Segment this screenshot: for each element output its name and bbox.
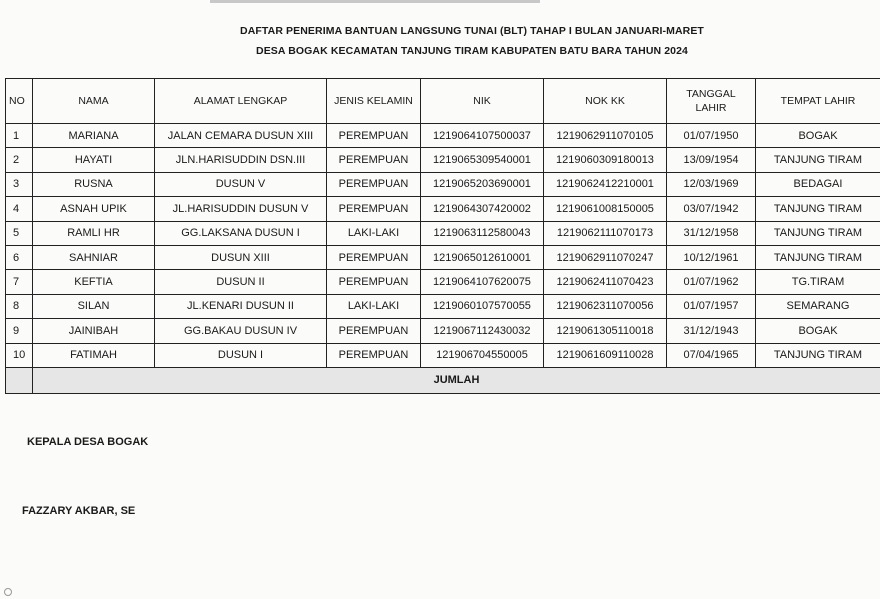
jumlah-row — [6, 367, 880, 393]
cell-tanggal-lahir: 01/07/1962 — [667, 270, 756, 294]
cell-alamat: JL.HARISUDDIN DUSUN V — [155, 197, 327, 221]
cell-jenis-kelamin: PEREMPUAN — [327, 148, 421, 172]
document-title: DAFTAR PENERIMA BANTUAN LANGSUNG TUNAI (BLT) TAHAP I BULAN JANUARI-MARET — [240, 25, 704, 37]
cell-alamat: GG.BAKAU DUSUN IV — [155, 319, 327, 343]
cell-no: 1 — [6, 124, 33, 148]
cell-tempat-lahir: TANJUNG TIRAM — [756, 148, 880, 172]
top-edge-shadow — [210, 0, 540, 3]
scanner-watermark — [4, 588, 14, 596]
header-alamat: ALAMAT LENGKAP — [155, 79, 327, 124]
cell-tanggal-lahir: 31/12/1943 — [667, 319, 756, 343]
table-row — [6, 294, 880, 318]
cell-tanggal-lahir: 10/12/1961 — [667, 245, 756, 269]
cell-no: 4 — [6, 197, 33, 221]
cell-nama: SILAN — [33, 294, 155, 318]
cell-tempat-lahir: TG.TIRAM — [756, 270, 880, 294]
table-row — [6, 124, 880, 148]
cell-tempat-lahir: TANJUNG TIRAM — [756, 197, 880, 221]
cell-nama: KEFTIA — [33, 270, 155, 294]
cell-jenis-kelamin: LAKI-LAKI — [327, 294, 421, 318]
signature-name: FAZZARY AKBAR, SE — [22, 505, 136, 517]
header-nama: NAMA — [33, 79, 155, 124]
cell-nama: HAYATI — [33, 148, 155, 172]
cell-alamat: JL.KENARI DUSUN II — [155, 294, 327, 318]
cell-nama: RAMLI HR — [33, 221, 155, 245]
cell-jenis-kelamin: PEREMPUAN — [327, 197, 421, 221]
cell-tanggal-lahir: 01/07/1957 — [667, 294, 756, 318]
cell-nok-kk: 1219061609110028 — [544, 343, 667, 367]
cell-jenis-kelamin: PEREMPUAN — [327, 124, 421, 148]
cell-nok-kk: 1219062911070247 — [544, 245, 667, 269]
cell-alamat: DUSUN II — [155, 270, 327, 294]
jumlah-gap-cell — [6, 367, 33, 393]
cell-alamat: DUSUN I — [155, 343, 327, 367]
table-header-row — [6, 79, 880, 124]
cell-no: 8 — [6, 294, 33, 318]
signature-position: KEPALA DESA BOGAK — [27, 436, 149, 448]
cell-jenis-kelamin: PEREMPUAN — [327, 270, 421, 294]
cell-jenis-kelamin: PEREMPUAN — [327, 319, 421, 343]
cell-nik: 1219067112430032 — [421, 319, 544, 343]
table-row — [6, 197, 880, 221]
cell-no: 3 — [6, 172, 33, 196]
cell-alamat: JALAN CEMARA DUSUN XIII — [155, 124, 327, 148]
cell-tanggal-lahir: 01/07/1950 — [667, 124, 756, 148]
cell-jenis-kelamin: PEREMPUAN — [327, 245, 421, 269]
cell-jenis-kelamin: PEREMPUAN — [327, 172, 421, 196]
cell-tanggal-lahir: 31/12/1958 — [667, 221, 756, 245]
header-nik: NIK — [421, 79, 544, 124]
document-subtitle: DESA BOGAK KECAMATAN TANJUNG TIRAM KABUPATEN BATU BARA TAHUN 2024 — [256, 45, 688, 57]
cell-no: 5 — [6, 221, 33, 245]
cell-nik: 1219064107620075 — [421, 270, 544, 294]
cell-tempat-lahir: TANJUNG TIRAM — [756, 343, 880, 367]
table-body — [6, 124, 880, 368]
cell-alamat: DUSUN V — [155, 172, 327, 196]
cell-no: 10 — [6, 343, 33, 367]
cell-nok-kk: 1219062412210001 — [544, 172, 667, 196]
table-row — [6, 343, 880, 367]
jumlah-label: JUMLAH — [33, 367, 880, 393]
table-row — [6, 221, 880, 245]
cell-tanggal-lahir: 12/03/1969 — [667, 172, 756, 196]
cell-nik: 1219065012610001 — [421, 245, 544, 269]
cell-no: 2 — [6, 148, 33, 172]
cell-no: 9 — [6, 319, 33, 343]
cell-tempat-lahir: BOGAK — [756, 124, 880, 148]
cell-nama: FATIMAH — [33, 343, 155, 367]
cell-nik: 1219060107570055 — [421, 294, 544, 318]
cell-no: 6 — [6, 245, 33, 269]
cell-nok-kk: 1219060309180013 — [544, 148, 667, 172]
header-nok-kk: NOK KK — [544, 79, 667, 124]
header-tanggal-line1: TANGGAL — [686, 88, 736, 100]
watermark-icon — [4, 588, 12, 596]
cell-tempat-lahir: TANJUNG TIRAM — [756, 245, 880, 269]
cell-jenis-kelamin: LAKI-LAKI — [327, 221, 421, 245]
cell-tempat-lahir: BOGAK — [756, 319, 880, 343]
header-tempat-lahir: TEMPAT LAHIR — [756, 79, 880, 124]
cell-alamat: JLN.HARISUDDIN DSN.III — [155, 148, 327, 172]
cell-nik: 1219063112580043 — [421, 221, 544, 245]
cell-tanggal-lahir: 13/09/1954 — [667, 148, 756, 172]
cell-alamat: DUSUN XIII — [155, 245, 327, 269]
header-no: NO — [6, 79, 33, 124]
cell-tempat-lahir: TANJUNG TIRAM — [756, 221, 880, 245]
cell-tempat-lahir: SEMARANG — [756, 294, 880, 318]
header-jenis-kelamin: JENIS KELAMIN — [327, 79, 421, 124]
cell-nama: MARIANA — [33, 124, 155, 148]
header-tanggal-line2: LAHIR — [695, 102, 727, 114]
cell-nok-kk: 1219062911070105 — [544, 124, 667, 148]
cell-tempat-lahir: BEDAGAI — [756, 172, 880, 196]
cell-nama: RUSNA — [33, 172, 155, 196]
table-row — [6, 319, 880, 343]
cell-no: 7 — [6, 270, 33, 294]
header-tanggal-lahir — [667, 79, 756, 124]
cell-nik: 121906704550005 — [421, 343, 544, 367]
cell-nama: SAHNIAR — [33, 245, 155, 269]
table-row — [6, 245, 880, 269]
cell-nik: 1219064107500037 — [421, 124, 544, 148]
cell-nok-kk: 1219061008150005 — [544, 197, 667, 221]
cell-tanggal-lahir: 07/04/1965 — [667, 343, 756, 367]
cell-nok-kk: 1219062411070423 — [544, 270, 667, 294]
cell-alamat: GG.LAKSANA DUSUN I — [155, 221, 327, 245]
cell-nik: 1219064307420002 — [421, 197, 544, 221]
cell-nok-kk: 1219062111070173 — [544, 221, 667, 245]
cell-nik: 1219065203690001 — [421, 172, 544, 196]
recipient-table — [5, 78, 880, 394]
table-row — [6, 270, 880, 294]
table-row — [6, 172, 880, 196]
table-row — [6, 148, 880, 172]
cell-tanggal-lahir: 03/07/1942 — [667, 197, 756, 221]
cell-jenis-kelamin: PEREMPUAN — [327, 343, 421, 367]
cell-nok-kk: 1219062311070056 — [544, 294, 667, 318]
cell-nama: JAINIBAH — [33, 319, 155, 343]
cell-nama: ASNAH UPIK — [33, 197, 155, 221]
cell-nok-kk: 1219061305110018 — [544, 319, 667, 343]
cell-nik: 1219065309540001 — [421, 148, 544, 172]
